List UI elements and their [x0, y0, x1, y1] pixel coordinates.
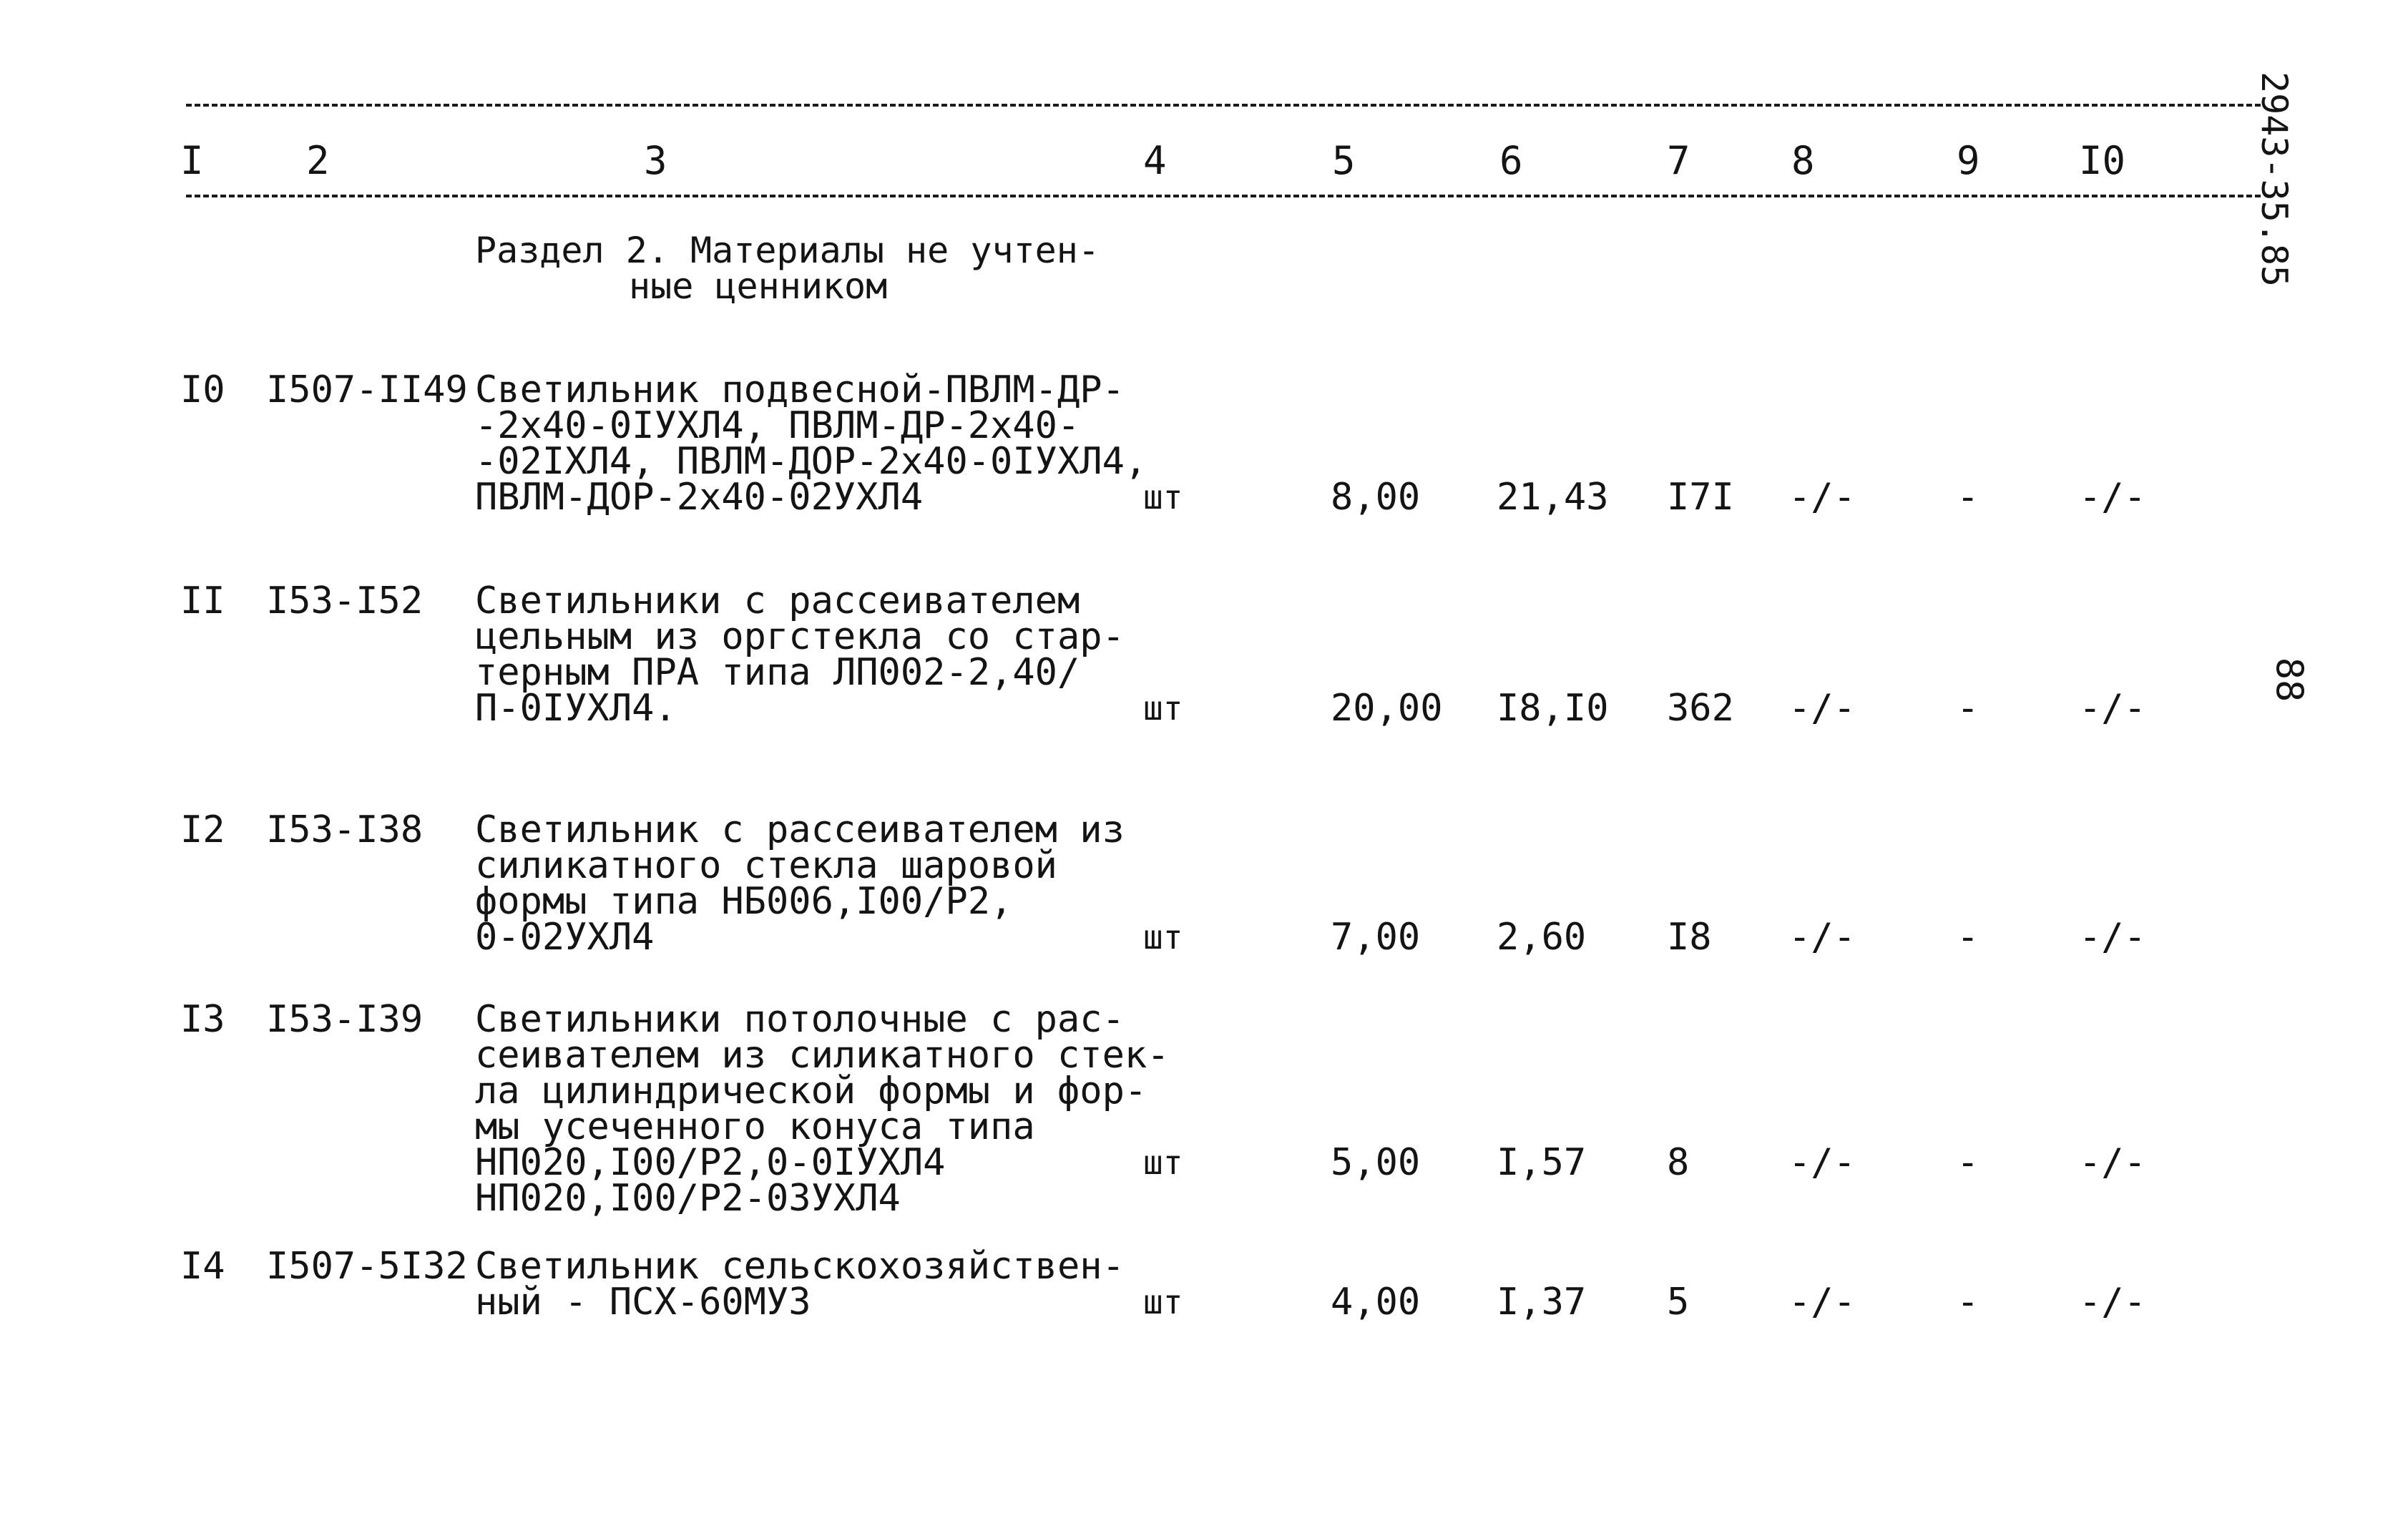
row-price: 21,43 [1497, 476, 1609, 519]
row-code: I53-I52 [266, 579, 424, 622]
description-line: сеивателем из силикатного стек- [475, 1034, 1170, 1077]
row-price: I,57 [1497, 1141, 1587, 1184]
row-description [475, 1245, 1147, 1324]
row-number: I4 [180, 1245, 225, 1288]
row-col-10: -/- [2079, 1281, 2146, 1324]
description-line: Светильник подвесной-ПВЛМ-ДР- [475, 368, 1125, 411]
row-col-9: - [1957, 1141, 1979, 1184]
row-description [475, 368, 1147, 519]
row-col-9: - [1957, 916, 1979, 959]
description-line: формы типа НБ006,I00/Р2, [475, 880, 1013, 923]
row-total: 8 [1667, 1141, 1690, 1184]
row-quantity: 4,00 [1331, 1281, 1421, 1324]
table-top-rule [186, 104, 2261, 107]
description-line: Светильники с рассеивателем [475, 579, 1080, 622]
row-description [475, 808, 1147, 959]
row-number: I2 [180, 808, 225, 851]
description-line: мы усеченного конуса типа [475, 1105, 1035, 1148]
row-quantity: 5,00 [1331, 1141, 1421, 1184]
page-number: 88 [2267, 657, 2311, 703]
row-col-8: -/- [1788, 476, 1856, 519]
row-total: I7I [1667, 476, 1734, 519]
column-header-1: I [180, 138, 204, 183]
description-line: -2х40-0IУХЛ4, ПВЛМ-ДР-2х40- [475, 404, 1080, 447]
table-header-rule [186, 195, 2261, 197]
description-line: силикатного стекла шаровой [475, 844, 1057, 887]
column-header-7: 7 [1667, 138, 1690, 183]
description-line: ПВЛМ-ДОР-2х40-02УХЛ4 [475, 476, 924, 519]
row-price: I,37 [1497, 1281, 1587, 1324]
row-quantity: 20,00 [1331, 687, 1443, 730]
column-header-6: 6 [1499, 138, 1523, 183]
row-unit: шт [1143, 918, 1183, 957]
row-code: I507-II49 [266, 368, 468, 411]
row-number: I0 [180, 368, 225, 411]
description-line: ный - ПСХ-60МУЗ [475, 1281, 811, 1324]
description-line: НП020,I00/Р2-03УХЛ4 [475, 1177, 901, 1220]
description-line: Светильник с рассеивателем из [475, 808, 1125, 851]
description-line: терным ПРА типа ЛП002-2,40/ [475, 651, 1080, 694]
column-header-2: 2 [306, 138, 330, 183]
row-col-8: -/- [1788, 1141, 1856, 1184]
row-total: 5 [1667, 1281, 1690, 1324]
description-line: ла цилиндрической формы и фор- [475, 1070, 1147, 1112]
row-quantity: 7,00 [1331, 916, 1421, 959]
document-code: 2943-35.85 [2253, 72, 2295, 288]
column-header-4: 4 [1143, 138, 1167, 183]
row-total: 362 [1667, 687, 1734, 730]
description-line: цельным из оргстекла со стар- [475, 615, 1125, 658]
row-col-9: - [1957, 1281, 1979, 1324]
row-code: I507-5I32 [266, 1245, 468, 1288]
column-header-3: 3 [644, 138, 667, 183]
row-unit: шт [1143, 1143, 1183, 1182]
column-header-8: 8 [1791, 138, 1815, 183]
row-number: II [180, 579, 225, 622]
section-title-line: Раздел 2. Материалы не учтен- [475, 230, 1100, 271]
description-line: Светильник сельскохозяйствен- [475, 1245, 1125, 1288]
row-col-9: - [1957, 476, 1979, 519]
description-line: П-0IУХЛ4. [475, 687, 677, 730]
row-number: I3 [180, 998, 225, 1041]
row-col-9: - [1957, 687, 1979, 730]
column-header-10: I0 [2079, 138, 2126, 183]
row-unit: шт [1143, 689, 1183, 728]
row-code: I53-I38 [266, 808, 424, 851]
column-header-9: 9 [1957, 138, 1980, 183]
row-col-10: -/- [2079, 476, 2146, 519]
section-title [475, 230, 1176, 307]
row-col-8: -/- [1788, 1281, 1856, 1324]
row-description [475, 579, 1147, 730]
row-total: I8 [1667, 916, 1712, 959]
column-header-5: 5 [1332, 138, 1356, 183]
description-line: -02IХЛ4, ПВЛМ-ДОР-2х40-0IУХЛ4, [475, 440, 1147, 483]
row-col-10: -/- [2079, 916, 2146, 959]
row-unit: шт [1143, 478, 1183, 517]
row-price: I8,I0 [1497, 687, 1609, 730]
description-line: Светильники потолочные с рас- [475, 998, 1125, 1041]
row-col-10: -/- [2079, 687, 2146, 730]
row-price: 2,60 [1497, 916, 1587, 959]
description-line: 0-02УХЛ4 [475, 916, 655, 959]
row-unit: шт [1143, 1283, 1183, 1321]
row-col-8: -/- [1788, 687, 1856, 730]
row-code: I53-I39 [266, 998, 424, 1041]
description-line: НП020,I00/Р2,0-0IУХЛ4 [475, 1141, 946, 1184]
section-title-line: ные ценником [629, 265, 888, 307]
row-col-10: -/- [2079, 1141, 2146, 1184]
row-quantity: 8,00 [1331, 476, 1421, 519]
row-col-8: -/- [1788, 916, 1856, 959]
